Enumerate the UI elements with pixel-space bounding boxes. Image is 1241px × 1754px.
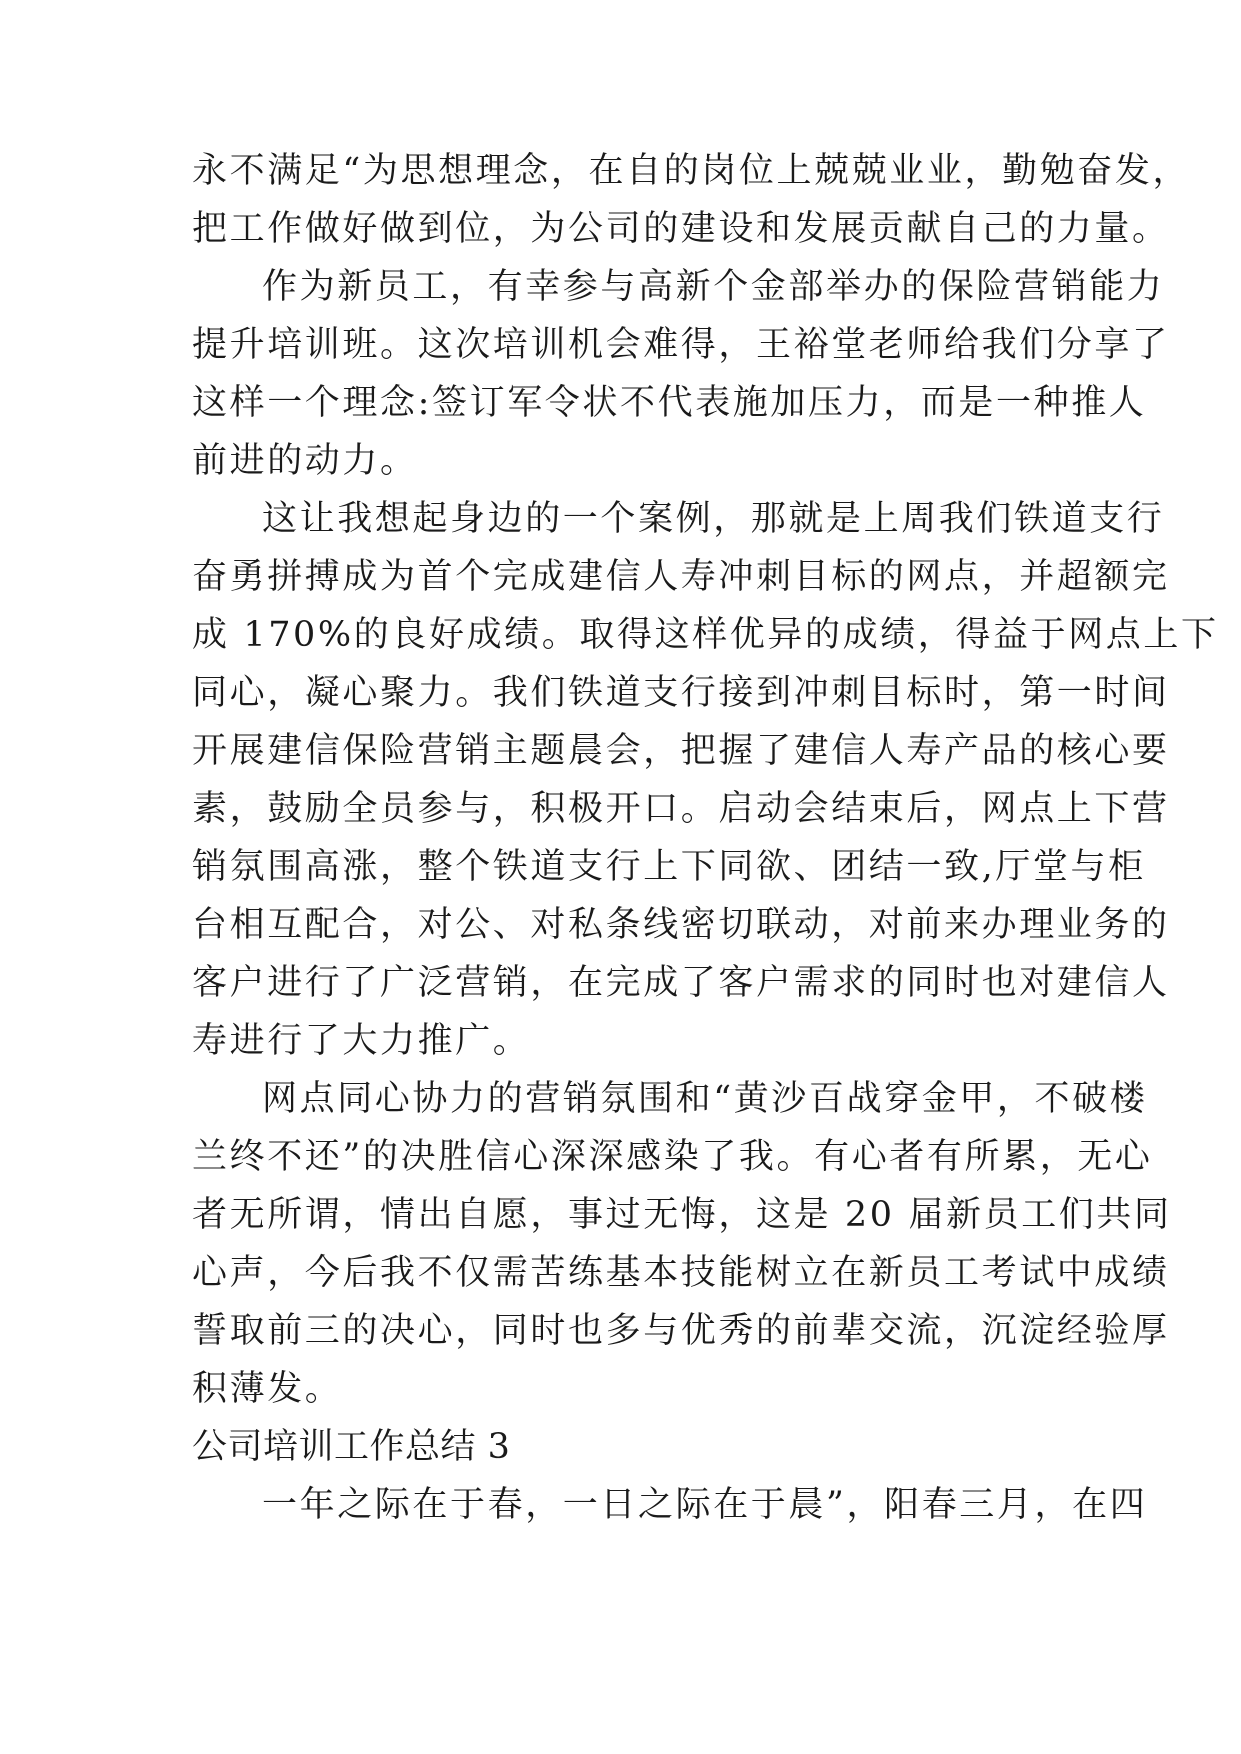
- paragraph-first-line: 网点同心协力的营销氛围和“黄沙百战穿金甲，不破楼: [262, 1079, 1148, 1119]
- text-line: 开展建信保险营销主题晨会，把握了建信人寿产品的核心要: [192, 731, 1170, 771]
- text-line: 心声，今后我不仅需苦练基本技能树立在新员工考试中成绩: [192, 1253, 1170, 1293]
- text-line: 台相互配合，对公、对私条线密切联动，对前来办理业务的: [192, 905, 1170, 945]
- text-line: 这样一个理念:签订军令状不代表施加压力，而是一种推人: [192, 383, 1147, 423]
- text-line: 寿进行了大力推广。: [192, 1021, 531, 1061]
- section-heading: 公司培训工作总结 3: [192, 1427, 511, 1467]
- text-line: 奋勇拼搏成为首个完成建信人寿冲刺目标的网点，并超额完: [192, 557, 1170, 597]
- text-line: 销氛围高涨，整个铁道支行上下同欲、团结一致,厅堂与柜: [192, 847, 1146, 887]
- paragraph-first-line: 这让我想起身边的一个案例，那就是上周我们铁道支行: [262, 499, 1165, 539]
- paragraph-first-line: 一年之际在于春，一日之际在于晨”，阳春三月，在四: [262, 1485, 1148, 1525]
- text-line: 永不满足“为思想理念，在自的岗位上兢兢业业，勤勉奋发，: [192, 151, 1191, 191]
- paragraph-first-line: 作为新员工，有幸参与高新个金部举办的保险营销能力: [262, 267, 1165, 307]
- text-line: 把工作做好做到位，为公司的建设和发展贡献自己的力量。: [192, 209, 1170, 249]
- text-line: 前进的动力。: [192, 441, 418, 481]
- text-line: 素，鼓励全员参与，积极开口。启动会结束后，网点上下营: [192, 789, 1170, 829]
- text-line: 兰终不还”的决胜信心深深感染了我。有心者有所累，无心: [192, 1137, 1153, 1177]
- text-line: 誓取前三的决心，同时也多与优秀的前辈交流，沉淀经验厚: [192, 1311, 1170, 1351]
- text-line: 提升培训班。这次培训机会难得，王裕堂老师给我们分享了: [192, 325, 1170, 365]
- text-line: 同心，凝心聚力。我们铁道支行接到冲刺目标时，第一时间: [192, 673, 1170, 713]
- text-line: 者无所谓，情出自愿，事过无悔，这是 20 届新员工们共同: [192, 1195, 1172, 1235]
- text-line: 客户进行了广泛营销，在完成了客户需求的同时也对建信人: [192, 963, 1170, 1003]
- text-line: 成 170%的良好成绩。取得这样优异的成绩，得益于网点上下: [192, 615, 1219, 655]
- text-line: 积薄发。: [192, 1369, 343, 1409]
